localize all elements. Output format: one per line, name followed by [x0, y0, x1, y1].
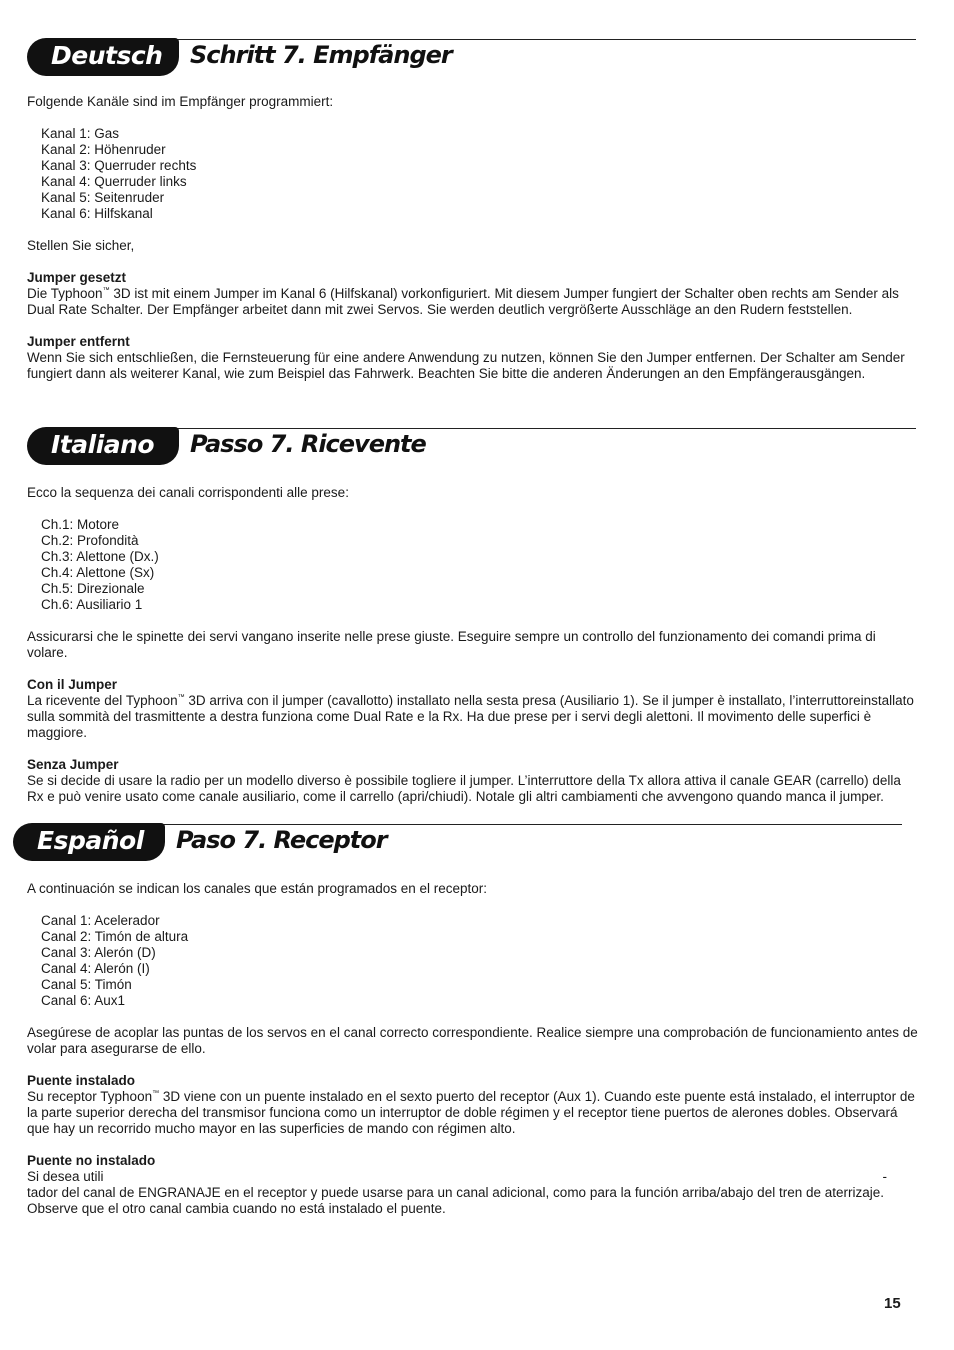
paragraph-text: Si desea utili: [27, 1169, 104, 1184]
paragraph-text: 3D arriva con il jumper (cavallotto) installato nella sesta presa (Ausiliario 1). Se il jumper è installato, l’interruttoreinstallato sulla sommità del trasmittente a destra funziona come Dual Rate e la Rx. Ha due prese per i servi degli alettoni. Il movimento delle superfici è maggiore.: [27, 693, 914, 740]
channel-item: Canal 2: Timón de altura: [41, 929, 189, 944]
language-tag: Deutsch: [27, 38, 179, 76]
channel-item: Ch.4: Alettone (Sx): [41, 565, 155, 580]
section-body: [27, 881, 919, 1217]
subheading: Senza Jumper: [27, 757, 119, 772]
channel-item: Kanal 6: Hilfskanal: [41, 206, 153, 221]
note-text: Asegúrese de acoplar las puntas de los servos en el canal correcto correspondiente. Realice siempre una comprobación de funcionamiento antes de volar para asegurarse de ello.: [27, 1025, 918, 1056]
subheading: Jumper entfernt: [27, 334, 130, 349]
intro-text: A continuación se indican los canales que están programados en el receptor:: [27, 881, 488, 896]
channel-item: Canal 5: Timón: [41, 977, 132, 992]
channel-item: Kanal 3: Querruder rechts: [41, 158, 197, 173]
channel-item: Kanal 1: Gas: [41, 126, 120, 141]
note-text: Assicurarsi che le spinette dei servi vangano inserite nelle prese giuste. Eseguire sempre un controllo del funzionamento dei comandi prima di volare.: [27, 629, 876, 660]
trademark-symbol: ™: [152, 1090, 160, 1097]
trademark-symbol: ™: [177, 694, 185, 701]
paragraph-text: Die Typhoon: [27, 286, 103, 301]
paragraph-line: [27, 1169, 887, 1185]
paragraph: [27, 286, 919, 318]
intro-text: Folgende Kanäle sind im Empfänger programmiert:: [27, 94, 334, 109]
section-rule: [150, 428, 916, 429]
paragraph-text: 3D viene con un puente instalado en el sexto puerto del receptor (Aux 1). Cuando este puente está instalado, el interruptor de la parte superior derecha del transmisor funciona como un interruptor de doble régimen y el receptor tiene puertos de alerones dobles. Observará que hay un recorrido mucho mayor en las superficies de mando con régimen alto.: [27, 1089, 915, 1136]
paragraph: tador del canal de ENGRANAJE en el receptor y puede usarse para un canal adicional, como para la función arriba/abajo del tren de aterrizaje. Observe que el otro canal cambia cuando no está instalado el puente.: [27, 1185, 884, 1216]
subheading: Con il Jumper: [27, 677, 118, 692]
paragraph-text: La ricevente del Typhoon: [27, 693, 178, 708]
paragraph: [27, 1089, 919, 1137]
language-tag: Español: [13, 823, 165, 861]
channel-list: [27, 126, 919, 222]
section-rule: [150, 39, 916, 40]
subheading: Puente no instalado: [27, 1153, 156, 1168]
language-tag: Italiano: [27, 427, 179, 465]
channel-item: Canal 4: Alerón (I): [41, 961, 150, 976]
section-title: Schritt 7. Empfänger: [190, 41, 452, 69]
channel-list: [27, 517, 919, 613]
intro-text: Ecco la sequenza dei canali corrispondenti alle prese:: [27, 485, 349, 500]
channel-item: Canal 1: Acelerador: [41, 913, 160, 928]
channel-item: Ch.6: Ausiliario 1: [41, 597, 143, 612]
section-title: Passo 7. Ricevente: [190, 430, 426, 458]
hyphen-mark: -: [882, 1169, 887, 1184]
trademark-symbol: ™: [102, 287, 110, 294]
section-rule: [135, 824, 902, 825]
channel-item: Ch.3: Alettone (Dx.): [41, 549, 159, 564]
paragraph-text: Su receptor Typhoon: [27, 1089, 153, 1104]
channel-item: Kanal 4: Querruder links: [41, 174, 187, 189]
section-body: [27, 94, 919, 382]
paragraph: [27, 693, 919, 741]
channel-item: Ch.1: Motore: [41, 517, 120, 532]
channel-item: Canal 3: Alerón (D): [41, 945, 156, 960]
subheading: Jumper gesetzt: [27, 270, 127, 285]
channel-item: Kanal 5: Seitenruder: [41, 190, 165, 205]
subheading: Puente instalado: [27, 1073, 136, 1088]
channel-item: Kanal 2: Höhenruder: [41, 142, 166, 157]
section-body: [27, 485, 919, 805]
note-text: Stellen Sie sicher,: [27, 238, 135, 253]
paragraph-text: 3D ist mit einem Jumper im Kanal 6 (Hilfskanal) vorkonfiguriert. Mit diesem Jumper fungiert der Schalter oben rechts am Sender als Dual Rate Schalter. Der Empfänger arbeitet dann mit zwei Servos. Sie werden deutlich vergrößerte Ausschläge an den Rudern feststellen.: [27, 286, 899, 317]
channel-item: Ch.5: Direzionale: [41, 581, 145, 596]
paragraph: Wenn Sie sich entschließen, die Fernsteuerung für eine andere Anwendung zu nutzen, können Sie den Jumper entfernen. Der Schalter am Sender fungiert dann als weiterer Kanal, wie zum Beispiel das Fahrwerk. Beachten Sie bitte die anderen Änderungen an den Empfängerausgängen.: [27, 350, 905, 381]
paragraph: Se si decide di usare la radio per un modello diverso è possibile togliere il jumper. L’interruttore della Tx allora attiva il canale GEAR (carrello) della Rx e può venire usato come canale ausiliario, come il carrello (apri/chiudi). Notale gli altri cambiamenti che avvengono quando manca il jumper.: [27, 773, 901, 804]
section-title: Paso 7. Receptor: [176, 826, 387, 854]
channel-item: Canal 6: Aux1: [41, 993, 126, 1008]
channel-item: Ch.2: Profondità: [41, 533, 139, 548]
page-number: 15: [884, 1295, 901, 1312]
channel-list: [27, 913, 919, 1009]
